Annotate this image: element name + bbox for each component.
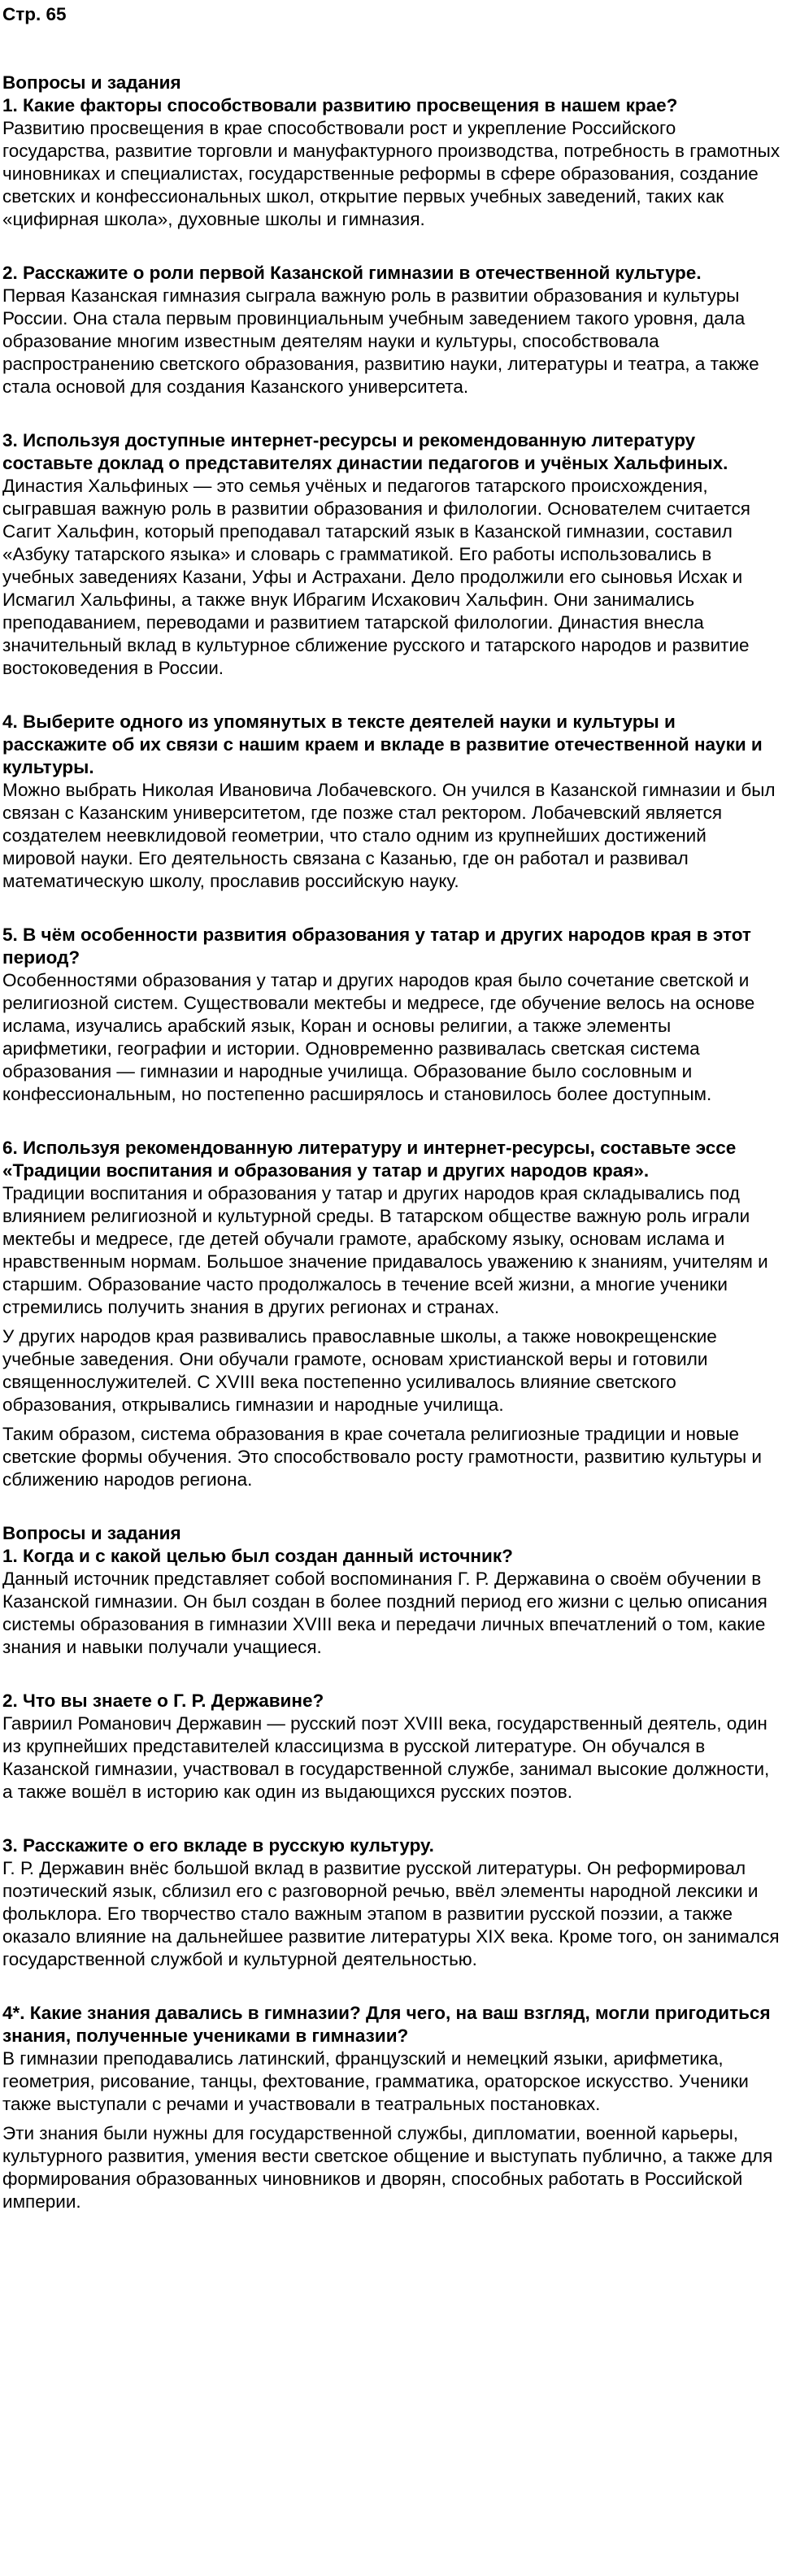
answer-paragraph: Г. Р. Державин внёс большой вклад в развитие русской литературы. Он реформировал поэтический язык, сблизил его с разговорной речью, ввёл элементы народной лексики и фольклора. Его творчество стало важным этапом в развитии русской поэзии, а также оказало влияние на дальнейшее развитие литературы XIX века. Кроме того, он занимался государственной службой и культурной деятельностью.: [2, 1858, 780, 1969]
question-heading: 4*. Какие знания давались в гимназии? Для чего, на ваш взгляд, могли пригодиться знания, полученные учениками в гимназии?: [2, 2003, 771, 2046]
question-block: [2, 1690, 781, 1804]
answer-paragraph: Развитию просвещения в крае способствовали рост и укрепление Российского государства, развитие торговли и мануфактурного производства, потребность в грамотных чиновниках и специалистах, государственные реформы в сфере образования, создание светских и конфессиональных школ, открытие первых учебных заведений, таких как «цифирная школа», духовные школы и гимназия.: [2, 118, 780, 229]
answer-paragraph: Эти знания были нужны для государственной службы, дипломатии, военной карьеры, культурного развития, умения вести светское общение и выступать публично, а также для формирования образованных чиновников и дворян, способных работать в Российской империи.: [2, 2123, 773, 2212]
answer-paragraph: Данный источник представляет собой воспоминания Г. Р. Державина о своём обучении в Казанской гимназии. Он был создан в более поздний период его жизни с целью описания системы образования в гимназии XVIII века и передачи личных впечатлений о том, какие знания и навыки получали учащиеся.: [2, 1569, 767, 1657]
question-block: [2, 924, 781, 1106]
question-heading: 3. Расскажите о его вкладе в русскую культуру.: [2, 1835, 434, 1856]
section: [2, 1522, 781, 2213]
question-heading: 1. Какие факторы способствовали развитию просвещения в нашем крае?: [2, 95, 678, 115]
question-block: [2, 1834, 781, 1971]
question-heading: 4. Выберите одного из упомянутых в тексте деятелей науки и культуры и расскажите об их связи с нашим краем и вкладе в развитие отечественной науки и культуры.: [2, 711, 763, 777]
page-number: Стр. 65: [2, 4, 67, 24]
question-heading: 5. В чём особенности развития образования у татар и других народов края в этот период?: [2, 925, 751, 968]
answer-paragraph: В гимназии преподавались латинский, французский и немецкий языки, арифметика, геометрия, рисование, танцы, фехтование, грамматика, ораторское искусство. Ученики также выступали с речами и участвовали в театральных постановках.: [2, 2048, 749, 2114]
question-block: [2, 2002, 781, 2213]
question-heading: 3. Используя доступные интернет-ресурсы и рекомендованную литературу составьте доклад о представителях династии педагогов и учёных Хальфиных.: [2, 430, 728, 473]
answer-paragraph: Таким образом, система образования в крае сочетала религиозные традиции и новые светские формы обучения. Это способствовало росту грамотности, развитию культуры и сближению народов региона.: [2, 1424, 762, 1490]
question-block: [2, 94, 781, 231]
answer-paragraph: Первая Казанская гимназия сыграла важную роль в развитии образования и культуры России. Она стала первым провинциальным учебным заведением такого уровня, дала образование многим известным деятелям науки и культуры, способствовала распространению светского образования, развитию науки, литературы и театра, а также стала основой для создания Казанского университета.: [2, 285, 759, 397]
answer-paragraph: Традиции воспитания и образования у татар и других народов края складывались под влиянием религиозной и культурной среды. В татарском обществе важную роль играли мектебы и медресе, где детей обучали грамоте, арабскому языку, основам ислама и нравственным нормам. Большое значение придавалось уважению к знаниям, учителям и старшим. Образование часто продолжалось в течение всей жизни, а многие ученики стремились получить знания в других регионах и странах.: [2, 1183, 768, 1317]
question-heading: 1. Когда и с какой целью был создан данный источник?: [2, 1546, 513, 1566]
section-title: Вопросы и задания: [2, 72, 181, 93]
question-block: [2, 1137, 781, 1491]
answer-paragraph: Гавриил Романович Державин — русский поэт XVIII века, государственный деятель, один из крупнейших представителей классицизма в русской литературе. Он обучался в Казанской гимназии, участвовал в государственной службе, занимал высокие должности, а также вошёл в историю как один из выдающихся русских поэтов.: [2, 1713, 770, 1802]
question-block: [2, 429, 781, 680]
question-block: [2, 262, 781, 398]
answer-paragraph: Можно выбрать Николая Ивановича Лобачевского. Он учился в Казанской гимназии и был связан с Казанским университетом, где позже стал ректором. Лобачевский является создателем неевклидовой геометрии, что стало одним из крупнейших достижений мировой науки. Его деятельность связана с Казанью, где он работал и развивал математическую школу, прославив российскую науку.: [2, 780, 776, 891]
answer-paragraph: Особенностями образования у татар и других народов края было сочетание светской и религиозной систем. Существовали мектебы и медресе, где обучение велось на основе ислама, изучались арабский язык, Коран и основы религии, а также элементы арифметики, географии и истории. Одновременно развивалась светская система образования — гимназии и народные училища. Образование было сословным и конфессиональным, но постепенно расширялось и становилось более доступным.: [2, 970, 755, 1104]
section: [2, 72, 781, 1491]
question-block: [2, 1545, 781, 1659]
question-heading: 6. Используя рекомендованную литературу и интернет-ресурсы, составьте эссе «Традиции воспитания и образования у татар и других народов края».: [2, 1138, 737, 1181]
answer-paragraph: У других народов края развивались православные школы, а также новокрещенские учебные заведения. Они обучали грамоте, основам христианской веры и готовили священнослужителей. С XVIII века постепенно усиливалось влияние светского образования, открывались гимназии и народные училища.: [2, 1326, 717, 1415]
answer-paragraph: Династия Хальфиных — это семья учёных и педагогов татарского происхождения, сыгравшая важную роль в развитии образования и филологии. Основателем считается Сагит Хальфин, который преподавал татарский язык в Казанской гимназии, составил «Азбуку татарского языка» и словарь с грамматикой. Его работы использовались в учебных заведениях Казани, Уфы и Астрахани. Дело продолжили его сыновья Исхак и Исмагил Хальфины, а также внук Ибрагим Исхакович Хальфин. Они занимались преподаванием, переводами и развитием татарской филологии. Династия внесла значительный вклад в культурное сближение русского и татарского народов и развитие востоковедения в России.: [2, 476, 750, 678]
question-block: [2, 711, 781, 893]
question-heading: 2. Что вы знаете о Г. Р. Державине?: [2, 1690, 324, 1711]
sections-container: [2, 72, 781, 2213]
question-heading: 2. Расскажите о роли первой Казанской гимназии в отечественной культуре.: [2, 263, 702, 283]
section-title: Вопросы и задания: [2, 1523, 181, 1543]
